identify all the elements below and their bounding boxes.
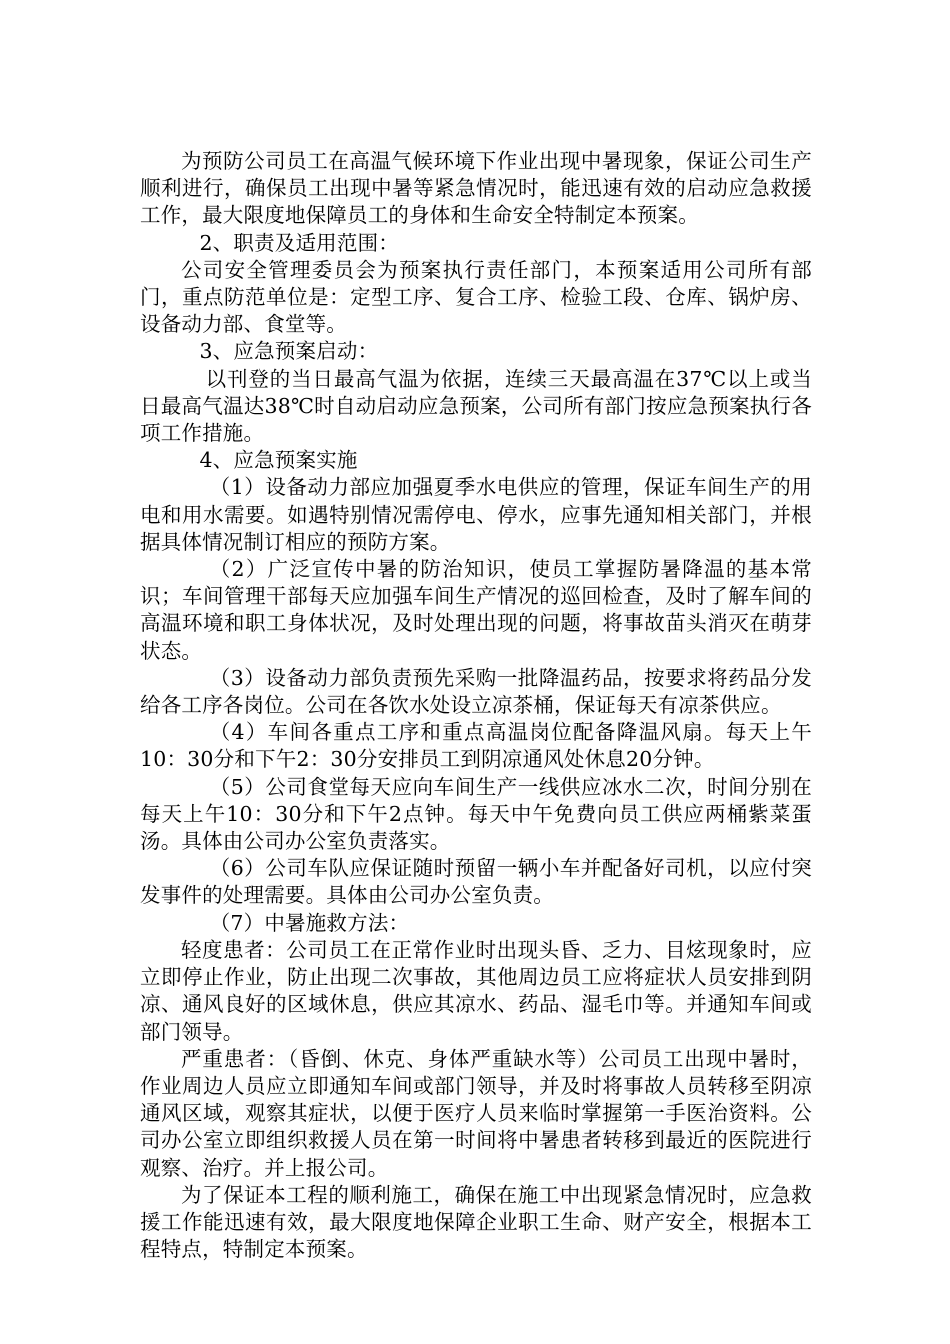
implementation-item-3: （3）设备动力部负责预先采购一批降温药品，按要求将药品分发给各工序各岗位。公司在各饮水处设立凉茶桶，保证每天有凉茶供应。 (140, 665, 812, 718)
implementation-item-6: （6）公司车队应保证随时预留一辆小车并配备好司机，以应付突发事件的处理需要。具体由公司办公室负责。 (140, 856, 812, 908)
implementation-item-7: （7）中暑施救方法： (209, 910, 410, 935)
closing-paragraph: 为了保证本工程的顺利施工，确保在施工中出现紧急情况时，应急救援工作能迅速有效，最大限度地保障企业职工生命、财产安全，根据本工程特点，特制定本预案。 (140, 1182, 812, 1262)
implementation-item-1: （1）设备动力部应加强夏季水电供应的管理，保证车间生产的用电和用水需要。如遇特别情况需停电、停水，应事先通知相关部门，并根据具体情况制订相应的预防方案。 (140, 475, 812, 554)
activation-paragraph: 以刊登的当日最高气温为依据，连续三天最高温在37℃以上或当日最高气温达38℃时自动启动应急预案，公司所有部门按应急预案执行各项工作措施。 (140, 366, 812, 446)
section-heading-activation: 3、应急预案启动： (199, 339, 379, 364)
document-page (140, 148, 812, 1263)
implementation-item-2: （2）广泛宣传中暑的防治知识，使员工掌握防暑降温的基本常识；车间管理干部每天应加强车间生产情况的巡回检查，及时了解车间的高温环境和职工身体状况，及时处理出现的问题，将事故苗头消灭在萌芽状态。 (140, 557, 812, 663)
implementation-item-5: （5）公司食堂每天应向车间生产一线供应冰水二次，时间分别在每天上午10：30分和下午2点钟。每天中午免费向员工供应两桶紫菜蛋汤。具体由公司办公室负责落实。 (140, 774, 812, 854)
mild-case-paragraph: 轻度患者：公司员工在正常作业时出现头昏、乏力、目炫现象时，应立即停止作业，防止出现二次事故，其他周边员工应将症状人员安排到阴凉、通风良好的区域休息，供应其凉水、药品、湿毛巾等。并通知车间或部门领导。 (140, 937, 812, 1044)
intro-paragraph: 为预防公司员工在高温气候环境下作业出现中暑现象，保证公司生产顺利进行，确保员工出现中暑等紧急情况时，能迅速有效的启动应急救援工作，最大限度地保障员工的身体和生命安全特制定本预案。 (140, 149, 812, 228)
section-heading-scope: 2、职责及适用范围： (199, 230, 399, 255)
severe-case-paragraph: 严重患者：（昏倒、休克、身体严重缺水等）公司员工出现中暑时，作业周边人员应立即通知车间或部门领导，并及时将事故人员转移至阴凉通风区域，观察其症状，以便于医疗人员来临时掌握第一手医治资料。公司办公室立即组织救援人员在第一时间将中暑患者转移到最近的医院进行观察、治疗。并上报公司。 (140, 1046, 812, 1180)
scope-paragraph: 公司安全管理委员会为预案执行责任部门，本预案适用公司所有部门，重点防范单位是：定型工序、复合工序、检验工段、仓库、锅炉房、设备动力部、食堂等。 (140, 257, 812, 337)
section-heading-implementation: 4、应急预案实施 (199, 448, 358, 473)
implementation-item-4: （4）车间各重点工序和重点高温岗位配备降温风扇。每天上午10：30分和下午2：30分安排员工到阴凉通风处休息20分钟。 (140, 720, 812, 772)
